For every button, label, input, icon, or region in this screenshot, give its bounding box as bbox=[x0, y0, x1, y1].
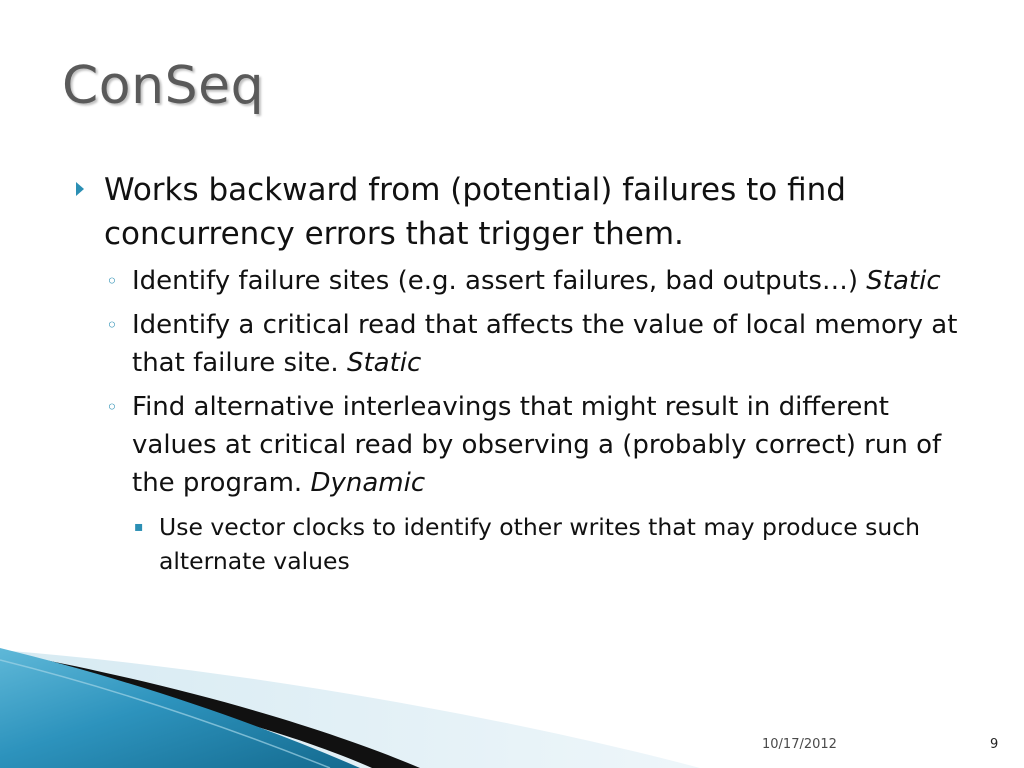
bullet-level2-text: Find alternative interleavings that might result in different values at critical read by observing a (probably correct) run of the program. bbox=[132, 392, 942, 498]
bullet-level2-tag: Static bbox=[346, 348, 422, 378]
bullet-level2-tag: Static bbox=[866, 266, 941, 296]
circle-outline-icon: ◦ bbox=[106, 269, 118, 293]
bullet-level3 bbox=[132, 510, 964, 578]
bullet-level2-text: Identify failure sites (e.g. assert failures, bad outputs…) bbox=[132, 266, 867, 296]
bullet-level1-text: Works backward from (potential) failures to find concurrency errors that trigger them. bbox=[104, 172, 846, 252]
footer-date: 10/17/2012 bbox=[762, 737, 837, 752]
bullet-level3-text: Use vector clocks to identify other writes that may produce such alternate values bbox=[159, 513, 921, 575]
circle-outline-icon: ◦ bbox=[106, 313, 118, 337]
bullet-level2 bbox=[104, 306, 964, 382]
bullet-level2-tag: Dynamic bbox=[310, 468, 426, 498]
circle-outline-icon: ◦ bbox=[106, 395, 118, 419]
bullet-level2 bbox=[104, 388, 964, 502]
bullet-level1 bbox=[74, 168, 964, 256]
bullet-level2-text: Identify a critical read that affects the value of local memory at that failure site. bbox=[132, 310, 958, 378]
bullet-level2 bbox=[104, 262, 964, 300]
slide-number: 9 bbox=[990, 737, 999, 752]
slide-title: ConSeq bbox=[62, 56, 265, 116]
triangle-right-icon bbox=[76, 182, 84, 196]
square-small-icon: ▪ bbox=[134, 519, 144, 535]
slide-body bbox=[74, 168, 964, 578]
